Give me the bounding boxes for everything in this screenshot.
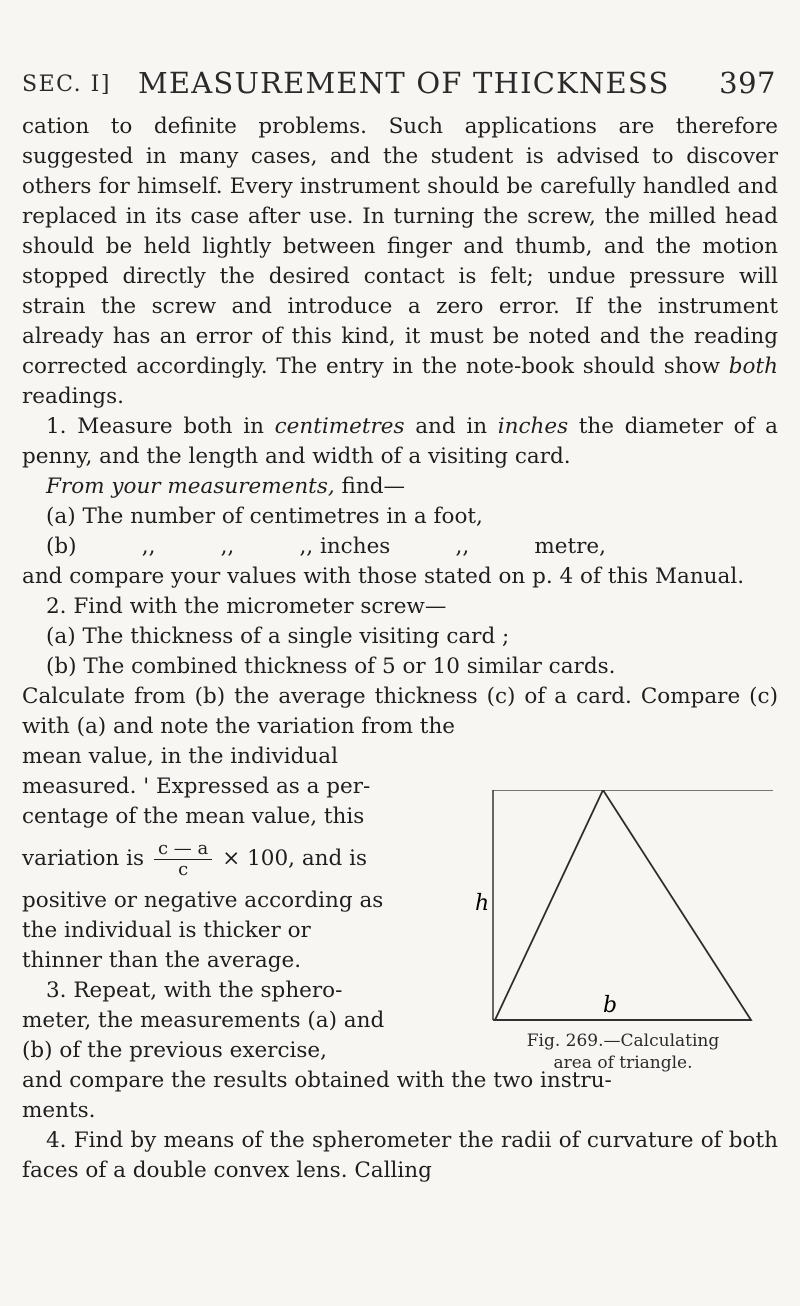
text-line: the individual is thicker or <box>22 918 311 943</box>
triangle <box>495 790 751 1020</box>
text-line: measured. ' Expressed as a per- <box>22 774 371 799</box>
ditto-mark: ,, <box>220 534 235 559</box>
formula-line <box>22 832 454 886</box>
caption-line: Fig. 269.—Calculating <box>526 1031 720 1051</box>
text-span: × 100, and is <box>222 846 367 871</box>
text-span: and in <box>404 414 498 439</box>
caption-line: area of triangle. <box>553 1053 693 1073</box>
text-span: 1. Measure both in <box>46 414 275 439</box>
text-span: metre, <box>534 534 606 559</box>
ditto-mark: ,, <box>141 534 156 559</box>
text-span: The number of centimetres in a foot, <box>75 504 483 529</box>
emphasis: both <box>728 354 778 379</box>
page-title: MEASUREMENT OF THICKNESS <box>138 66 670 100</box>
figure-269 <box>455 790 785 1030</box>
exercise-1a <box>22 502 778 532</box>
label-h: h <box>475 891 490 916</box>
text-span: cation to definite problems. Such applications are therefore suggested in many cases, and the student is advised to discover others for himself. Every instrument should be carefully handled and replaced in its case after use. In turning the screw, the milled head should be held lightly between finger and thumb, and the motion stopped directly the desired contact is felt; undue pressure will strain the screw and introduce a zero error. If the instrument already has an error of this kind, it must be noted and the reading corrected accordingly. The entry in the note-book should show <box>22 114 778 379</box>
label-b: b <box>603 993 618 1018</box>
emphasis: From your measurements, <box>46 474 335 499</box>
from-line <box>22 472 778 502</box>
text-span: find— <box>334 474 405 499</box>
exercise-2b <box>22 652 778 682</box>
running-header <box>22 66 776 106</box>
exercise-1 <box>22 412 778 472</box>
fraction-denominator: c <box>154 859 212 880</box>
text-span: The combined thickness of 5 or 10 similar cards. <box>76 654 616 679</box>
text-line: meter, the measurements (a) and <box>22 1008 385 1033</box>
item-label: (a) <box>46 624 76 649</box>
text-line: positive or negative according as <box>22 888 384 913</box>
text-span: variation is <box>22 846 144 871</box>
item-label: (b) <box>46 654 77 679</box>
text-line: mean value, in the individual <box>22 744 338 769</box>
exercise-3: 3. Repeat, with the sphero- <box>46 978 343 1003</box>
text-line: thinner than the average. <box>22 948 302 973</box>
text-span: the diameter of a penny, and the length and width of a visiting card. <box>22 414 778 469</box>
exercise-4: 4. Find by means of the spherometer the radii of curvature of both faces of a double convex lens. Calling <box>22 1128 778 1183</box>
fraction <box>154 839 212 880</box>
emphasis: inches <box>497 414 569 439</box>
exercise-2a <box>22 622 778 652</box>
compare-paragraph-2: and compare the results obtained with the two instru- <box>22 1068 612 1093</box>
triangle-diagram <box>455 790 785 1030</box>
text-line: (b) of the previous exercise, <box>22 1038 327 1063</box>
page-number: 397 <box>719 66 776 100</box>
exercise-1b <box>22 532 606 562</box>
section-label: SEC. I] <box>22 72 111 97</box>
paragraph-intro <box>22 112 778 412</box>
text-span: readings. <box>22 384 124 409</box>
item-label: (a) <box>46 504 76 529</box>
emphasis: centimetres <box>274 414 405 439</box>
compare-paragraph: and compare your values with those stated on p. 4 of this Manual. <box>22 564 745 589</box>
text-line: centage of the mean value, this <box>22 804 365 829</box>
ditto-mark: ,, <box>455 534 470 559</box>
exercise-2: 2. Find with the micrometer screw— <box>46 594 447 619</box>
calculate-paragraph: Calculate from (b) the average thickness (c) of a card. Compare (c) with (a) and note the variation from the <box>22 684 778 739</box>
figure-caption <box>463 1030 783 1074</box>
fraction-numerator: c — a <box>158 837 209 859</box>
text-span: ,, inches <box>299 534 391 559</box>
item-label: (b) <box>46 534 77 559</box>
wrapped-text <box>22 742 454 1066</box>
text-line: ments. <box>22 1098 96 1123</box>
text-span: The thickness of a single visiting card ; <box>75 624 510 649</box>
